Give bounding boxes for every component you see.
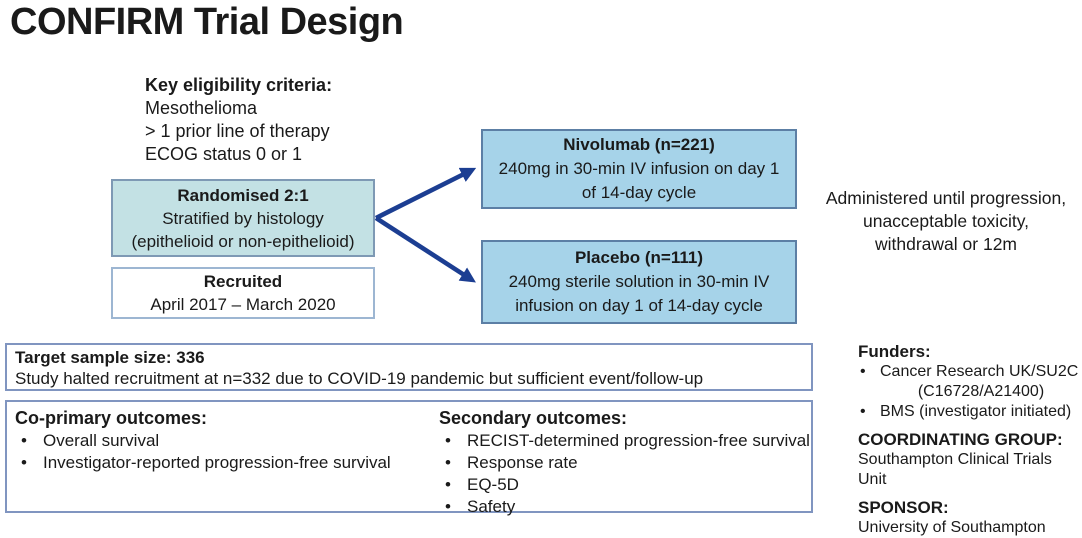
administration-note-line: unacceptable toxicity, [862, 211, 1030, 231]
arrow-to-placebo [376, 218, 472, 280]
funder-item [880, 362, 1082, 402]
randomised-box [111, 179, 375, 257]
list-item [858, 402, 1082, 422]
randomised-line: (epithelioid or non-epithelioid) [131, 231, 355, 251]
placebo-arm-box [481, 240, 797, 324]
placebo-detail: 240mg sterile solution in 30-min IV infusion on day 1 of 14-day cycle [508, 272, 770, 315]
list-item [15, 430, 427, 452]
target-sample-size-panel [5, 343, 813, 391]
bullet-icon: • [860, 363, 866, 380]
recruited-heading: Recruited [203, 272, 283, 291]
bullet-icon: • [860, 403, 866, 420]
nivolumab-detail: 240mg in 30-min IV infusion on day 1 of 14-day cycle [498, 159, 780, 202]
sponsor-name: University of Southampton [858, 519, 1046, 536]
administration-note [812, 187, 1080, 256]
randomised-heading: Randomised 2:1 [177, 185, 309, 205]
nivolumab-arm-box [481, 129, 797, 209]
list-item [439, 496, 811, 518]
arrow-to-nivolumab [376, 170, 472, 218]
randomised-line: Stratified by histology [162, 208, 324, 228]
randomisation-arrows [372, 140, 484, 300]
target-note: Study halted recruitment at n=332 due to COVID-19 pandemic but sufficient event/follow-up [15, 369, 704, 388]
bullet-icon: • [21, 453, 27, 472]
sponsor-heading: SPONSOR: [858, 498, 949, 517]
secondary-item: Safety [467, 497, 516, 516]
secondary-outcomes-column [439, 407, 811, 518]
secondary-item: EQ-5D [467, 475, 519, 494]
coordinating-group-name: Southampton Clinical Trials Unit [858, 451, 1052, 488]
bullet-icon: • [21, 431, 27, 450]
sponsor-block [858, 497, 1082, 538]
eligibility-line: > 1 prior line of therapy [145, 121, 330, 141]
co-primary-heading: Co-primary outcomes: [15, 408, 208, 428]
target-heading: Target sample size: 336 [15, 348, 205, 367]
eligibility-line: Mesothelioma [145, 98, 258, 118]
eligibility-heading: Key eligibility criteria: [145, 75, 333, 95]
recruited-period: April 2017 – March 2020 [150, 295, 336, 314]
administration-note-line: Administered until progression, [825, 188, 1067, 208]
list-item [439, 474, 811, 496]
bullet-icon: • [445, 431, 451, 450]
secondary-heading: Secondary outcomes: [439, 408, 628, 428]
co-primary-outcomes-column [15, 407, 427, 474]
coordinating-group-heading: COORDINATING GROUP: [858, 430, 1063, 449]
bullet-icon: • [445, 453, 451, 472]
recruited-box [111, 267, 375, 319]
secondary-item: Response rate [467, 453, 578, 472]
eligibility-criteria-block [145, 74, 332, 166]
placebo-heading: Placebo (n=111) [574, 248, 704, 267]
administration-note-line: withdrawal or 12m [875, 234, 1017, 254]
nivolumab-heading: Nivolumab (n=221) [563, 135, 715, 154]
secondary-item: RECIST-determined progression-free survival [467, 431, 810, 450]
list-item [15, 452, 427, 474]
list-item [858, 362, 1082, 402]
outcomes-panel [5, 400, 813, 516]
page-title: CONFIRM Trial Design [10, 1, 404, 43]
list-item [439, 452, 811, 474]
funder-grant-code: (C16728/A21400) [917, 383, 1045, 400]
bullet-icon: • [445, 497, 451, 516]
co-primary-item: Overall survival [43, 431, 160, 450]
coordinating-group-block [858, 429, 1082, 490]
co-primary-item: Investigator-reported progression-free survival [43, 453, 391, 472]
bullet-icon: • [445, 475, 451, 494]
list-item [439, 430, 811, 452]
funders-heading: Funders: [858, 342, 931, 361]
eligibility-line: ECOG status 0 or 1 [145, 144, 303, 164]
study-organisation-block [858, 341, 1082, 538]
funder-name: Cancer Research UK/SU2C [880, 363, 1079, 380]
funder-name: BMS (investigator initiated) [880, 403, 1072, 420]
